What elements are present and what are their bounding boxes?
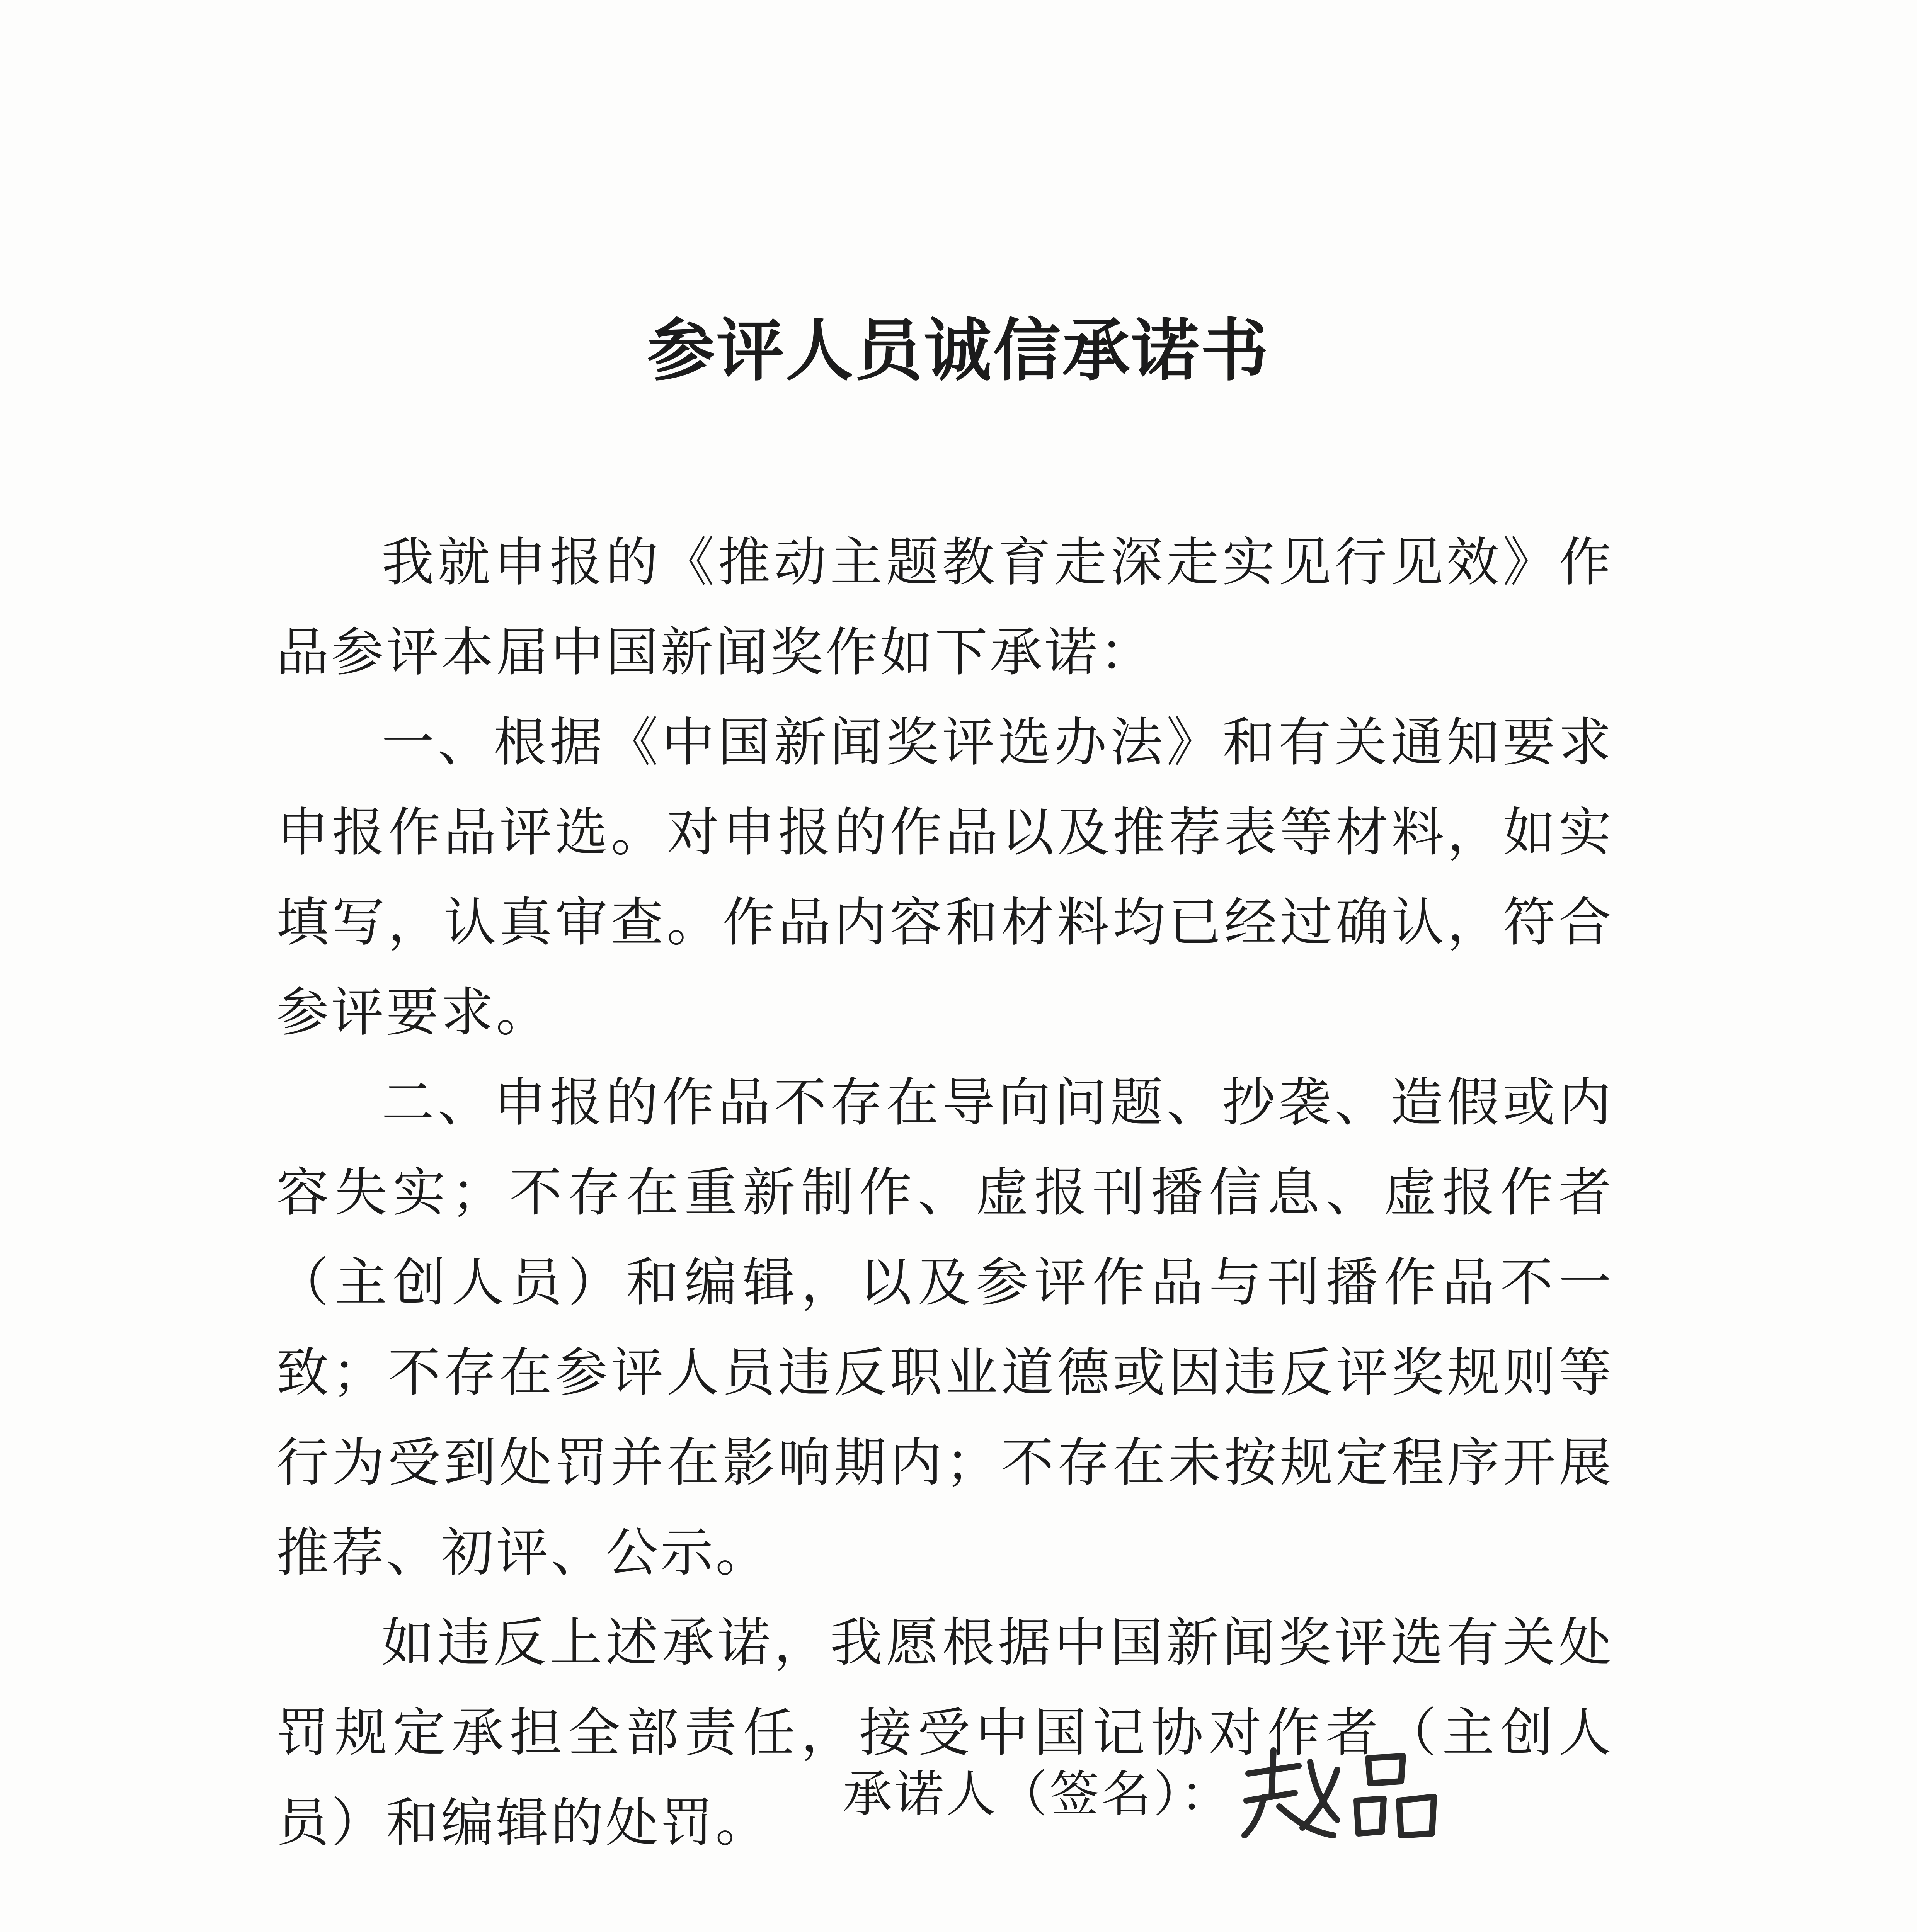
document-title: 参评人员诚信承诺书 — [647, 311, 1270, 390]
handwritten-signature — [1237, 1739, 1453, 1855]
paragraph-liability: 如违反上述承诺，我愿根据中国新闻奖评选有关处罚规定承担全部责任，接受中国记协对作者（主创人员）和编辑的处罚。 — [276, 1612, 1614, 1854]
paragraph-intro: 我就申报的《推动主题教育走深走实见行见效》作品参评本届中国新闻奖作如下承诺： — [276, 532, 1614, 683]
paragraph-commitment-two: 二、申报的作品不存在导向问题、抄袭、造假或内容失实；不存在重新制作、虚报刊播信息、虚报作者（主创人员）和编辑，以及参评作品与刊播作品不一致；不存在参评人员违反职业道德或因违反评奖规则等行为受到处罚并在影响期内；不存在未按规定程序开展推荐、初评、公示。 — [276, 1072, 1614, 1583]
signer-label: 承诺人（签名）： — [843, 1765, 1233, 1823]
paragraph-commitment-one: 一、根据《中国新闻奖评选办法》和有关通知要求申报作品评选。对申报的作品以及推荐表等材料，如实填写，认真审查。作品内容和材料均已经过确认，符合参评要求。 — [276, 712, 1614, 1043]
document-body — [276, 518, 1614, 1868]
